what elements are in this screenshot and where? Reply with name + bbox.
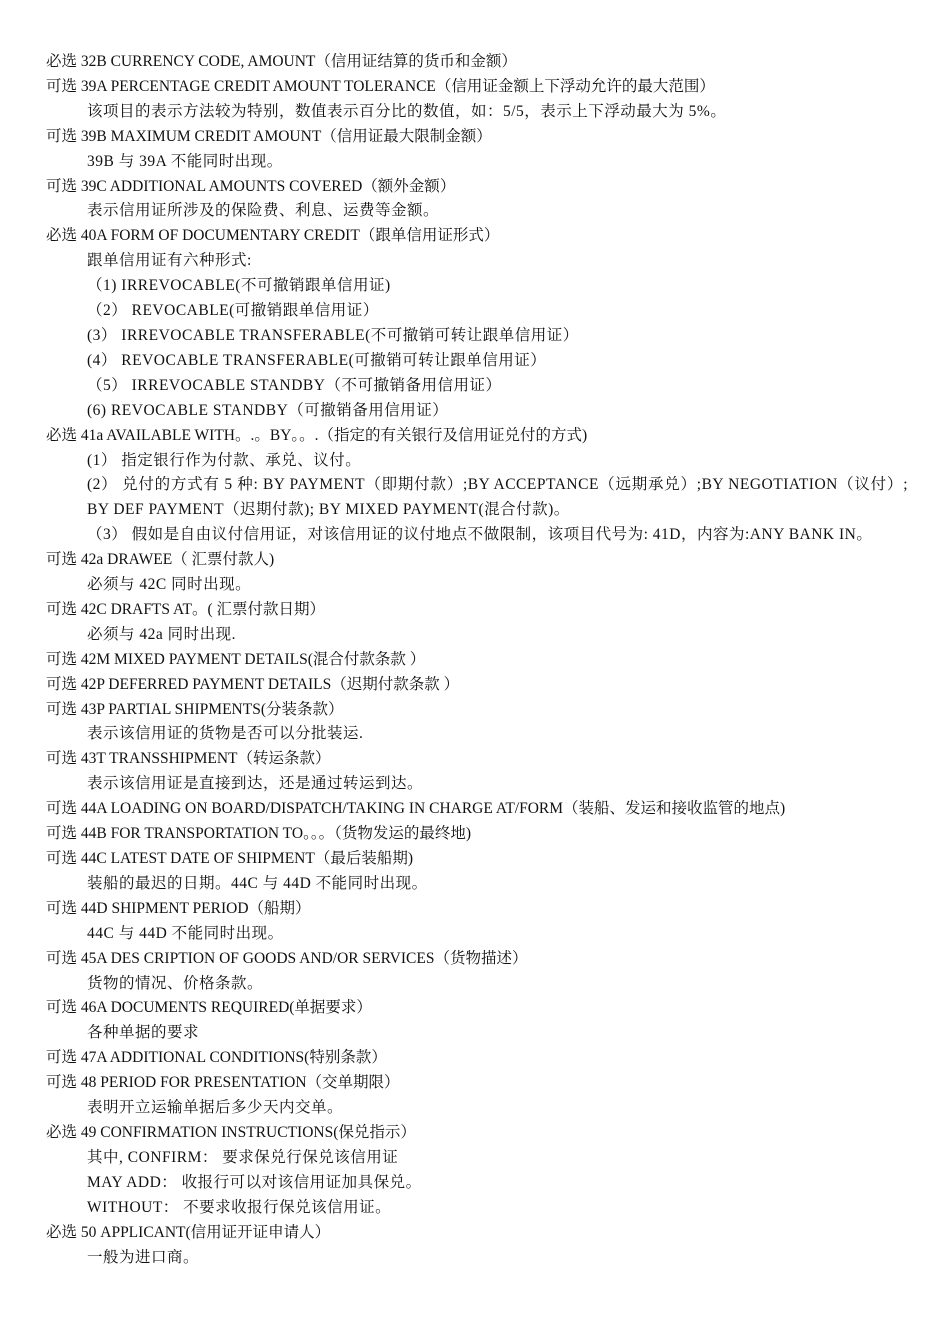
field-description-line: (3） IRREVOCABLE TRANSFERABLE(不可撤销可转让跟单信用证） — [87, 326, 579, 344]
field-heading-line: 可选 39C ADDITIONAL AMOUNTS COVERED（额外金额） — [46, 177, 456, 195]
field-description-line: WITHOUT： 不要求收报行保兑该信用证。 — [87, 1198, 392, 1216]
field-heading-line: 可选 39B MAXIMUM CREDIT AMOUNT（信用证最大限制金额） — [46, 127, 492, 145]
field-description-line: 表示信用证所涉及的保险费、利息、运费等金额。 — [87, 202, 440, 220]
field-heading-line: 可选 46A DOCUMENTS REQUIRED(单据要求） — [46, 999, 372, 1017]
field-description-line: 各种单据的要求 — [87, 1024, 200, 1042]
field-heading-line: 必选 49 CONFIRMATION INSTRUCTIONS(保兑指示） — [46, 1123, 416, 1141]
field-description-line: （2） REVOCABLE(可撤销跟单信用证） — [87, 302, 379, 320]
field-description-line: 其中, CONFIRM： 要求保兑行保兑该信用证 — [87, 1148, 399, 1166]
field-heading-line: 可选 43T TRANSSHIPMENT（转运条款） — [46, 750, 331, 768]
field-description-line: (2） 兑付的方式有 5 种: BY PAYMENT（即期付款）;BY ACCEPTANCE（远期承兑）;BY NEGOTIATION（议付）; BY DEF PAYMENT（迟期付款); BY MIXED PAYMENT(混合付款)。 — [87, 476, 908, 519]
field-heading-line: 可选 44B FOR TRANSPORTATION TO。。。（货物发运的最终地) — [46, 825, 471, 843]
field-heading-line: 必选 32B CURRENCY CODE, AMOUNT（信用证结算的货币和金额） — [46, 53, 517, 70]
field-description-line: 39B 与 39A 不能同时出现。 — [87, 152, 283, 170]
field-description-line: （5） IRREVOCABLE STANDBY（不可撤销备用信用证） — [87, 376, 502, 394]
field-description-line: (1） 指定银行作为付款、承兑、议付。 — [87, 451, 362, 469]
field-description-line: 一般为进口商。 — [87, 1248, 200, 1266]
field-description-line: 表示该信用证的货物是否可以分批装运. — [87, 725, 364, 743]
field-description-line: 装船的最迟的日期。44C 与 44D 不能同时出现。 — [87, 874, 428, 892]
field-description-line: MAY ADD： 收报行可以对该信用证加具保兑。 — [87, 1173, 422, 1191]
field-heading-line: 必选 41a AVAILABLE WITH。.。BY。。.（指定的有关银行及信用证兑付的方式) — [46, 426, 588, 444]
field-description-line: （1) IRREVOCABLE(不可撤销跟单信用证) — [87, 277, 391, 295]
field-description-line: 表明开立运输单据后多少天内交单。 — [87, 1099, 344, 1117]
field-heading-line: 可选 47A ADDITIONAL CONDITIONS(特别条款） — [46, 1049, 387, 1067]
field-description-line: (4） REVOCABLE TRANSFERABLE(可撤销可转让跟单信用证） — [87, 351, 547, 369]
field-heading-line: 可选 44D SHIPMENT PERIOD（船期） — [46, 899, 311, 917]
field-description-line: 必须与 42C 同时出现。 — [87, 576, 252, 594]
field-heading-line: 可选 45A DES CRIPTION OF GOODS AND/OR SERVICES（货物描述） — [46, 949, 528, 967]
field-description-line: 44C 与 44D 不能同时出现。 — [87, 924, 284, 942]
field-heading-line: 可选 42a DRAWEE（ 汇票付款人) — [46, 551, 275, 569]
field-heading-line: 可选 39A PERCENTAGE CREDIT AMOUNT TOLERANCE（信用证金额上下浮动允许的最大范围） — [46, 77, 715, 95]
field-description-line: 表示该信用证是直接到达，还是通过转运到达。 — [87, 775, 424, 793]
field-description-line: 跟单信用证有六种形式: — [87, 252, 252, 270]
field-heading-line: 可选 42C DRAFTS AT。( 汇票付款日期） — [46, 600, 326, 618]
field-description-line: (6) REVOCABLE STANDBY（可撤销备用信用证） — [87, 401, 449, 419]
field-heading-line: 可选 44A LOADING ON BOARD/DISPATCH/TAKING IN CHARGE AT/FORM（装船、发运和接收监管的地点) — [46, 800, 786, 818]
field-description-line: 该项目的表示方法较为特别，数值表示百分比的数值，如：5/5，表示上下浮动最大为 5%。 — [87, 102, 727, 120]
field-heading-line: 必选 50 APPLICANT(信用证开证申请人） — [46, 1223, 331, 1241]
document-body — [46, 50, 908, 1270]
field-description-line: 货物的情况、价格条款。 — [87, 974, 264, 992]
field-heading-line: 可选 43P PARTIAL SHIPMENTS(分装条款） — [46, 700, 344, 718]
field-description-line: （3） 假如是自由议付信用证，对该信用证的议付地点不做限制，该项目代号为: 41D，内容为:ANY BANK IN。 — [87, 526, 873, 544]
field-heading-line: 可选 42M MIXED PAYMENT DETAILS(混合付款条款 ） — [46, 650, 426, 668]
field-heading-line: 可选 48 PERIOD FOR PRESENTATION（交单期限） — [46, 1074, 400, 1092]
field-heading-line: 可选 42P DEFERRED PAYMENT DETAILS（迟期付款条款 ） — [46, 675, 460, 693]
field-heading-line: 必选 40A FORM OF DOCUMENTARY CREDIT（跟单信用证形式） — [46, 227, 500, 245]
field-description-line: 必须与 42a 同时出现. — [87, 625, 237, 643]
field-heading-line: 可选 44C LATEST DATE OF SHIPMENT（最后装船期) — [46, 850, 413, 867]
